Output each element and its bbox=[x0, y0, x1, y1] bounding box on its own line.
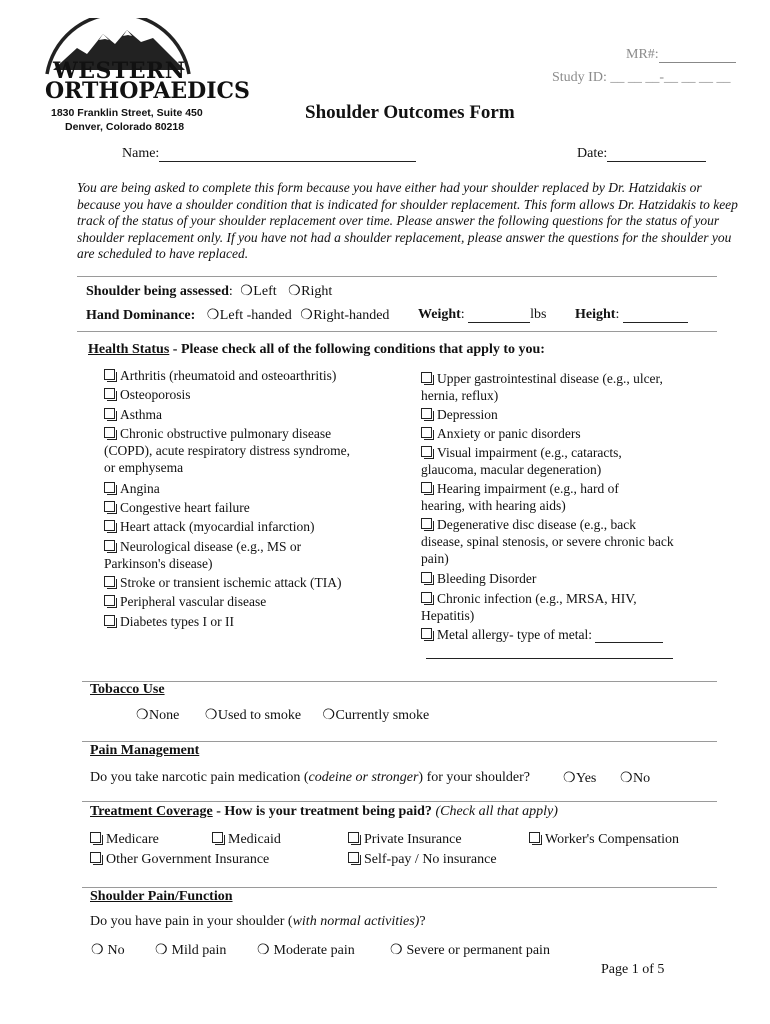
weight-unit: lbs bbox=[530, 307, 547, 322]
radio-icon: ❍ bbox=[563, 771, 576, 786]
radio-icon: ❍ bbox=[204, 708, 218, 723]
radio-none[interactable]: ❍None bbox=[136, 708, 180, 723]
condition-checkbox[interactable]: Peripheral vascular disease bbox=[104, 593, 374, 610]
radio-icon: ❍ bbox=[136, 708, 149, 723]
radio-severe-pain[interactable]: ❍ Severe or permanent pain bbox=[390, 943, 550, 958]
condition-checkbox[interactable]: Congestive heart failure bbox=[104, 499, 374, 516]
radio-mild-pain[interactable]: ❍ Mild pain bbox=[155, 943, 227, 958]
logo-address-street: 1830 Franklin Street, Suite 450 bbox=[51, 107, 203, 119]
divider bbox=[82, 681, 717, 682]
condition-checkbox[interactable]: Diabetes types I or II bbox=[104, 613, 374, 630]
logo-line-western: WESTERN bbox=[53, 58, 186, 84]
logo-line-orthopaedics: ORTHOPAEDICS bbox=[45, 78, 250, 104]
checkbox-icon bbox=[104, 540, 115, 551]
checkbox-icon bbox=[104, 482, 115, 493]
radio-currently-smoke[interactable]: ❍Currently smoke bbox=[322, 708, 430, 723]
condition-checkbox[interactable]: Metal allergy- type of metal: bbox=[421, 626, 696, 643]
page-title: Shoulder Outcomes Form bbox=[305, 102, 515, 123]
divider bbox=[82, 741, 717, 742]
weight-field[interactable]: Weight: lbs bbox=[418, 307, 547, 322]
tobacco-options bbox=[136, 707, 429, 724]
condition-checkbox[interactable]: Angina bbox=[104, 480, 374, 497]
checkbox-icon bbox=[421, 482, 432, 493]
condition-checkbox[interactable]: Hearing impairment (e.g., hard of hearing, with hearing aids) bbox=[421, 481, 619, 513]
checkbox-icon bbox=[421, 427, 432, 438]
pain-management-heading: Pain Management bbox=[90, 743, 200, 758]
metal-allergy-line[interactable] bbox=[426, 658, 673, 659]
radio-icon: ❍ bbox=[300, 308, 313, 323]
radio-icon: ❍ bbox=[91, 943, 104, 958]
study-id-field[interactable]: Study ID: __ __ __-__ __ __ __ bbox=[552, 70, 731, 85]
radio-moderate-pain[interactable]: ❍ Moderate pain bbox=[257, 943, 355, 958]
checkbox-icon bbox=[421, 408, 432, 419]
checkbox-icon bbox=[104, 576, 115, 587]
coverage-heading: Treatment Coverage - How is your treatment being paid? (Check all that apply) bbox=[90, 804, 558, 819]
date-label: Date: bbox=[577, 146, 608, 161]
weight-label: Weight bbox=[418, 307, 461, 322]
radio-left[interactable]: ❍Left bbox=[240, 284, 277, 299]
coverage-self-pay[interactable]: Self-pay / No insurance bbox=[348, 852, 497, 868]
condition-checkbox[interactable]: Arthritis (rheumatoid and osteoarthritis) bbox=[104, 367, 374, 384]
radio-right[interactable]: ❍Right bbox=[288, 284, 333, 299]
name-label: Name: bbox=[122, 146, 160, 161]
checkbox-icon bbox=[421, 446, 432, 457]
checkbox-icon bbox=[421, 518, 432, 529]
pain-function-heading: Shoulder Pain/Function bbox=[90, 889, 233, 904]
divider bbox=[77, 331, 717, 332]
radio-icon: ❍ bbox=[206, 308, 220, 323]
checkbox-icon bbox=[90, 852, 101, 863]
radio-no[interactable]: ❍No bbox=[620, 771, 651, 786]
pain-management-question: Do you take narcotic pain medication (codeine or stronger) for your shoulder? bbox=[90, 770, 530, 785]
logo bbox=[25, 18, 250, 146]
mr-field[interactable] bbox=[626, 47, 736, 63]
radio-icon: ❍ bbox=[322, 708, 336, 723]
condition-checkbox[interactable]: Upper gastrointestinal disease (e.g., ulcer, hernia, reflux) bbox=[421, 371, 663, 403]
checkbox-icon bbox=[421, 572, 432, 583]
checkbox-icon bbox=[421, 372, 432, 383]
condition-checkbox[interactable]: Osteoporosis bbox=[104, 386, 374, 403]
date-field[interactable] bbox=[577, 146, 706, 162]
checkbox-icon bbox=[104, 615, 115, 626]
coverage-workers-comp[interactable]: Worker's Compensation bbox=[529, 832, 679, 848]
checkbox-icon bbox=[348, 852, 359, 863]
shoulder-assessed-row: Shoulder being assessed: ❍Left ❍Right bbox=[86, 284, 333, 299]
condition-checkbox[interactable]: Neurological disease (e.g., MS or Parkinson's disease) bbox=[104, 539, 302, 571]
radio-used-to-smoke[interactable]: ❍Used to smoke bbox=[204, 708, 302, 723]
condition-checkbox[interactable]: Chronic infection (e.g., MRSA, HIV, Hepatitis) bbox=[421, 591, 637, 623]
coverage-other-gov[interactable]: Other Government Insurance bbox=[90, 852, 269, 868]
condition-checkbox[interactable]: Anxiety or panic disorders bbox=[421, 425, 696, 442]
checkbox-icon bbox=[529, 832, 540, 843]
divider bbox=[82, 887, 717, 888]
radio-icon: ❍ bbox=[240, 284, 253, 299]
intro-paragraph: You are being asked to complete this form because you have either had your shoulder replaced by Dr. Hatzidakis or because you have a shoulder condition that is indicated for shoulder replacement. This form allows Dr. Hatzidakis to keep track of the status of your shoulder replacement over time. Please answer the following questions for the status of your shoulder replacement only. If you have not had a shoulder replacement, please answer the questions for the shoulder you are scheduled to have replaced. bbox=[77, 180, 738, 262]
coverage-medicare[interactable]: Medicare bbox=[90, 832, 159, 848]
height-field[interactable]: Height: bbox=[575, 307, 688, 323]
radio-icon: ❍ bbox=[155, 943, 168, 958]
radio-icon: ❍ bbox=[620, 771, 633, 786]
radio-icon: ❍ bbox=[257, 943, 270, 958]
radio-no-pain[interactable]: ❍ No bbox=[91, 943, 125, 958]
condition-checkbox[interactable]: Degenerative disc disease (e.g., back disease, spinal stenosis, or severe chronic back pain) bbox=[421, 517, 674, 566]
height-label: Height bbox=[575, 307, 616, 322]
condition-checkbox[interactable]: Depression bbox=[421, 406, 696, 423]
coverage-private[interactable]: Private Insurance bbox=[348, 832, 462, 848]
pain-function-question: Do you have pain in your shoulder (with normal activities)? bbox=[90, 914, 426, 929]
condition-checkbox[interactable]: Asthma bbox=[104, 406, 374, 423]
checkbox-icon bbox=[348, 832, 359, 843]
name-field[interactable] bbox=[122, 146, 416, 162]
checkbox-icon bbox=[212, 832, 223, 843]
condition-checkbox[interactable]: Bleeding Disorder bbox=[421, 570, 696, 587]
checkbox-icon bbox=[421, 592, 432, 603]
radio-right-handed[interactable]: ❍Right-handed bbox=[300, 308, 390, 323]
checkbox-icon bbox=[104, 501, 115, 512]
checkbox-icon bbox=[421, 628, 432, 639]
radio-left-handed[interactable]: ❍Left -handed bbox=[206, 308, 292, 323]
checkbox-icon bbox=[104, 369, 115, 380]
coverage-medicaid[interactable]: Medicaid bbox=[212, 832, 281, 848]
tobacco-heading: Tobacco Use bbox=[90, 682, 165, 697]
hand-dominance-row bbox=[86, 307, 389, 324]
mr-label: MR#: bbox=[626, 47, 659, 62]
checkbox-icon bbox=[90, 832, 101, 843]
health-status-heading: Health Status - Please check all of the following conditions that apply to you: bbox=[88, 342, 545, 357]
divider bbox=[77, 276, 717, 277]
radio-icon: ❍ bbox=[390, 943, 403, 958]
radio-icon: ❍ bbox=[288, 284, 301, 299]
divider bbox=[82, 801, 717, 802]
condition-checkbox[interactable]: Stroke or transient ischemic attack (TIA) bbox=[104, 574, 374, 591]
condition-checkbox[interactable]: Visual impairment (e.g., cataracts, glaucoma, macular degeneration) bbox=[421, 445, 622, 477]
checkbox-icon bbox=[104, 595, 115, 606]
condition-checkbox[interactable]: Chronic obstructive pulmonary disease (COPD), acute respiratory distress syndrome, or emphysema bbox=[104, 426, 350, 475]
logo-address-city: Denver, Colorado 80218 bbox=[65, 121, 185, 133]
checkbox-icon bbox=[104, 520, 115, 531]
hand-dominance-label: Hand Dominance: bbox=[86, 308, 196, 323]
shoulder-assessed-label: Shoulder being assessed bbox=[86, 284, 229, 299]
page-number: Page 1 of 5 bbox=[601, 962, 665, 977]
checkbox-icon bbox=[104, 427, 115, 438]
checkbox-icon bbox=[104, 408, 115, 419]
radio-yes[interactable]: ❍Yes bbox=[563, 771, 597, 786]
checkbox-icon bbox=[104, 388, 115, 399]
condition-checkbox[interactable]: Heart attack (myocardial infarction) bbox=[104, 518, 374, 535]
